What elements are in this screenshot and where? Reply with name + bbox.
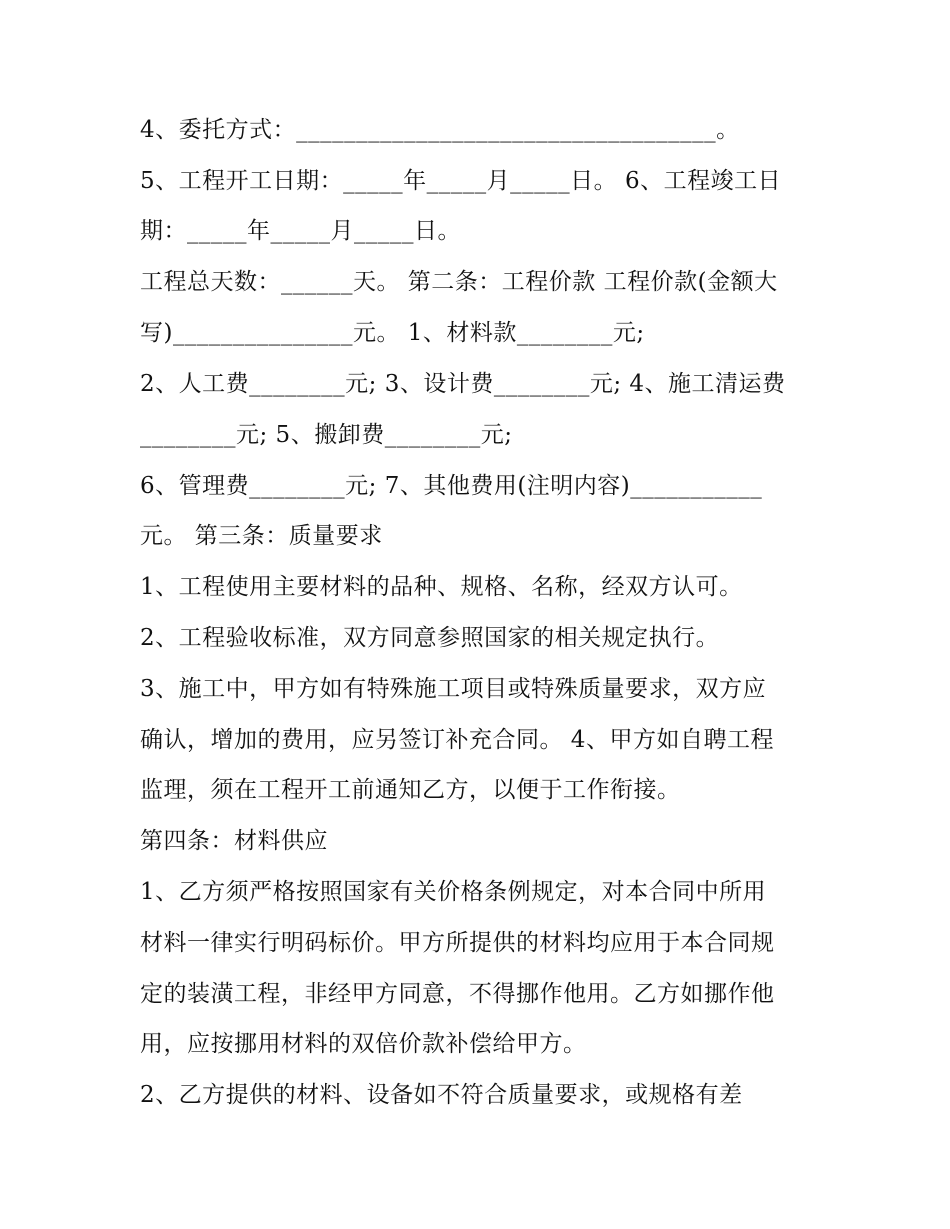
text-line-total-days: 工程总天数：______天。 第二条：工程价款 工程价款(金额大 xyxy=(140,269,778,295)
text-line-quality-3a: 3、施工中，甲方如有特殊施工项目或特殊质量要求，双方应 xyxy=(140,676,767,702)
text-line-supply-1a: 1、乙方须严格按照国家有关价格条例规定，对本合同中所用 xyxy=(140,879,767,905)
text-line-amount: 写)_______________元。 1、材料款________元; xyxy=(140,320,645,346)
text-line-entrust-method: 4、委托方式：___________________________________。 xyxy=(140,117,740,143)
text-line-supply-1c: 定的装潢工程，非经甲方同意，不得挪作他用。乙方如挪作他 xyxy=(140,981,775,1007)
text-line-fees-3: 6、管理费________元; 7、其他费用(注明内容)___________ xyxy=(140,473,763,499)
text-line-article-3: 元。 第三条：质量要求 xyxy=(140,523,383,549)
text-line-fees-2: ________元; 5、搬卸费________元; xyxy=(140,422,513,448)
text-line-quality-4: 监理，须在工程开工前通知乙方，以便于工作衔接。 xyxy=(140,777,681,803)
text-line-end-date: 期：_____年_____月_____日。 xyxy=(140,218,461,244)
text-line-supply-1b: 材料一律实行明码标价。甲方所提供的材料均应用于本合同规 xyxy=(140,930,775,956)
text-line-supply-2: 2、乙方提供的材料、设备如不符合质量要求，或规格有差 xyxy=(140,1082,743,1108)
text-line-quality-2: 2、工程验收标准，双方同意参照国家的相关规定执行。 xyxy=(140,625,720,651)
text-line-start-date: 5、工程开工日期：_____年_____月_____日。 6、工程竣工日 xyxy=(140,168,782,194)
text-line-quality-3b: 确认，增加的费用，应另签订补充合同。 4、甲方如自聘工程 xyxy=(140,727,774,753)
text-line-quality-1: 1、工程使用主要材料的品种、规格、名称，经双方认可。 xyxy=(140,574,743,600)
text-line-supply-1d: 用，应按挪用材料的双倍价款补偿给甲方。 xyxy=(140,1031,587,1057)
text-line-fees-1: 2、人工费________元; 3、设计费________元; 4、施工清运费 xyxy=(140,371,786,397)
text-line-article-4: 第四条：材料供应 xyxy=(140,828,328,854)
